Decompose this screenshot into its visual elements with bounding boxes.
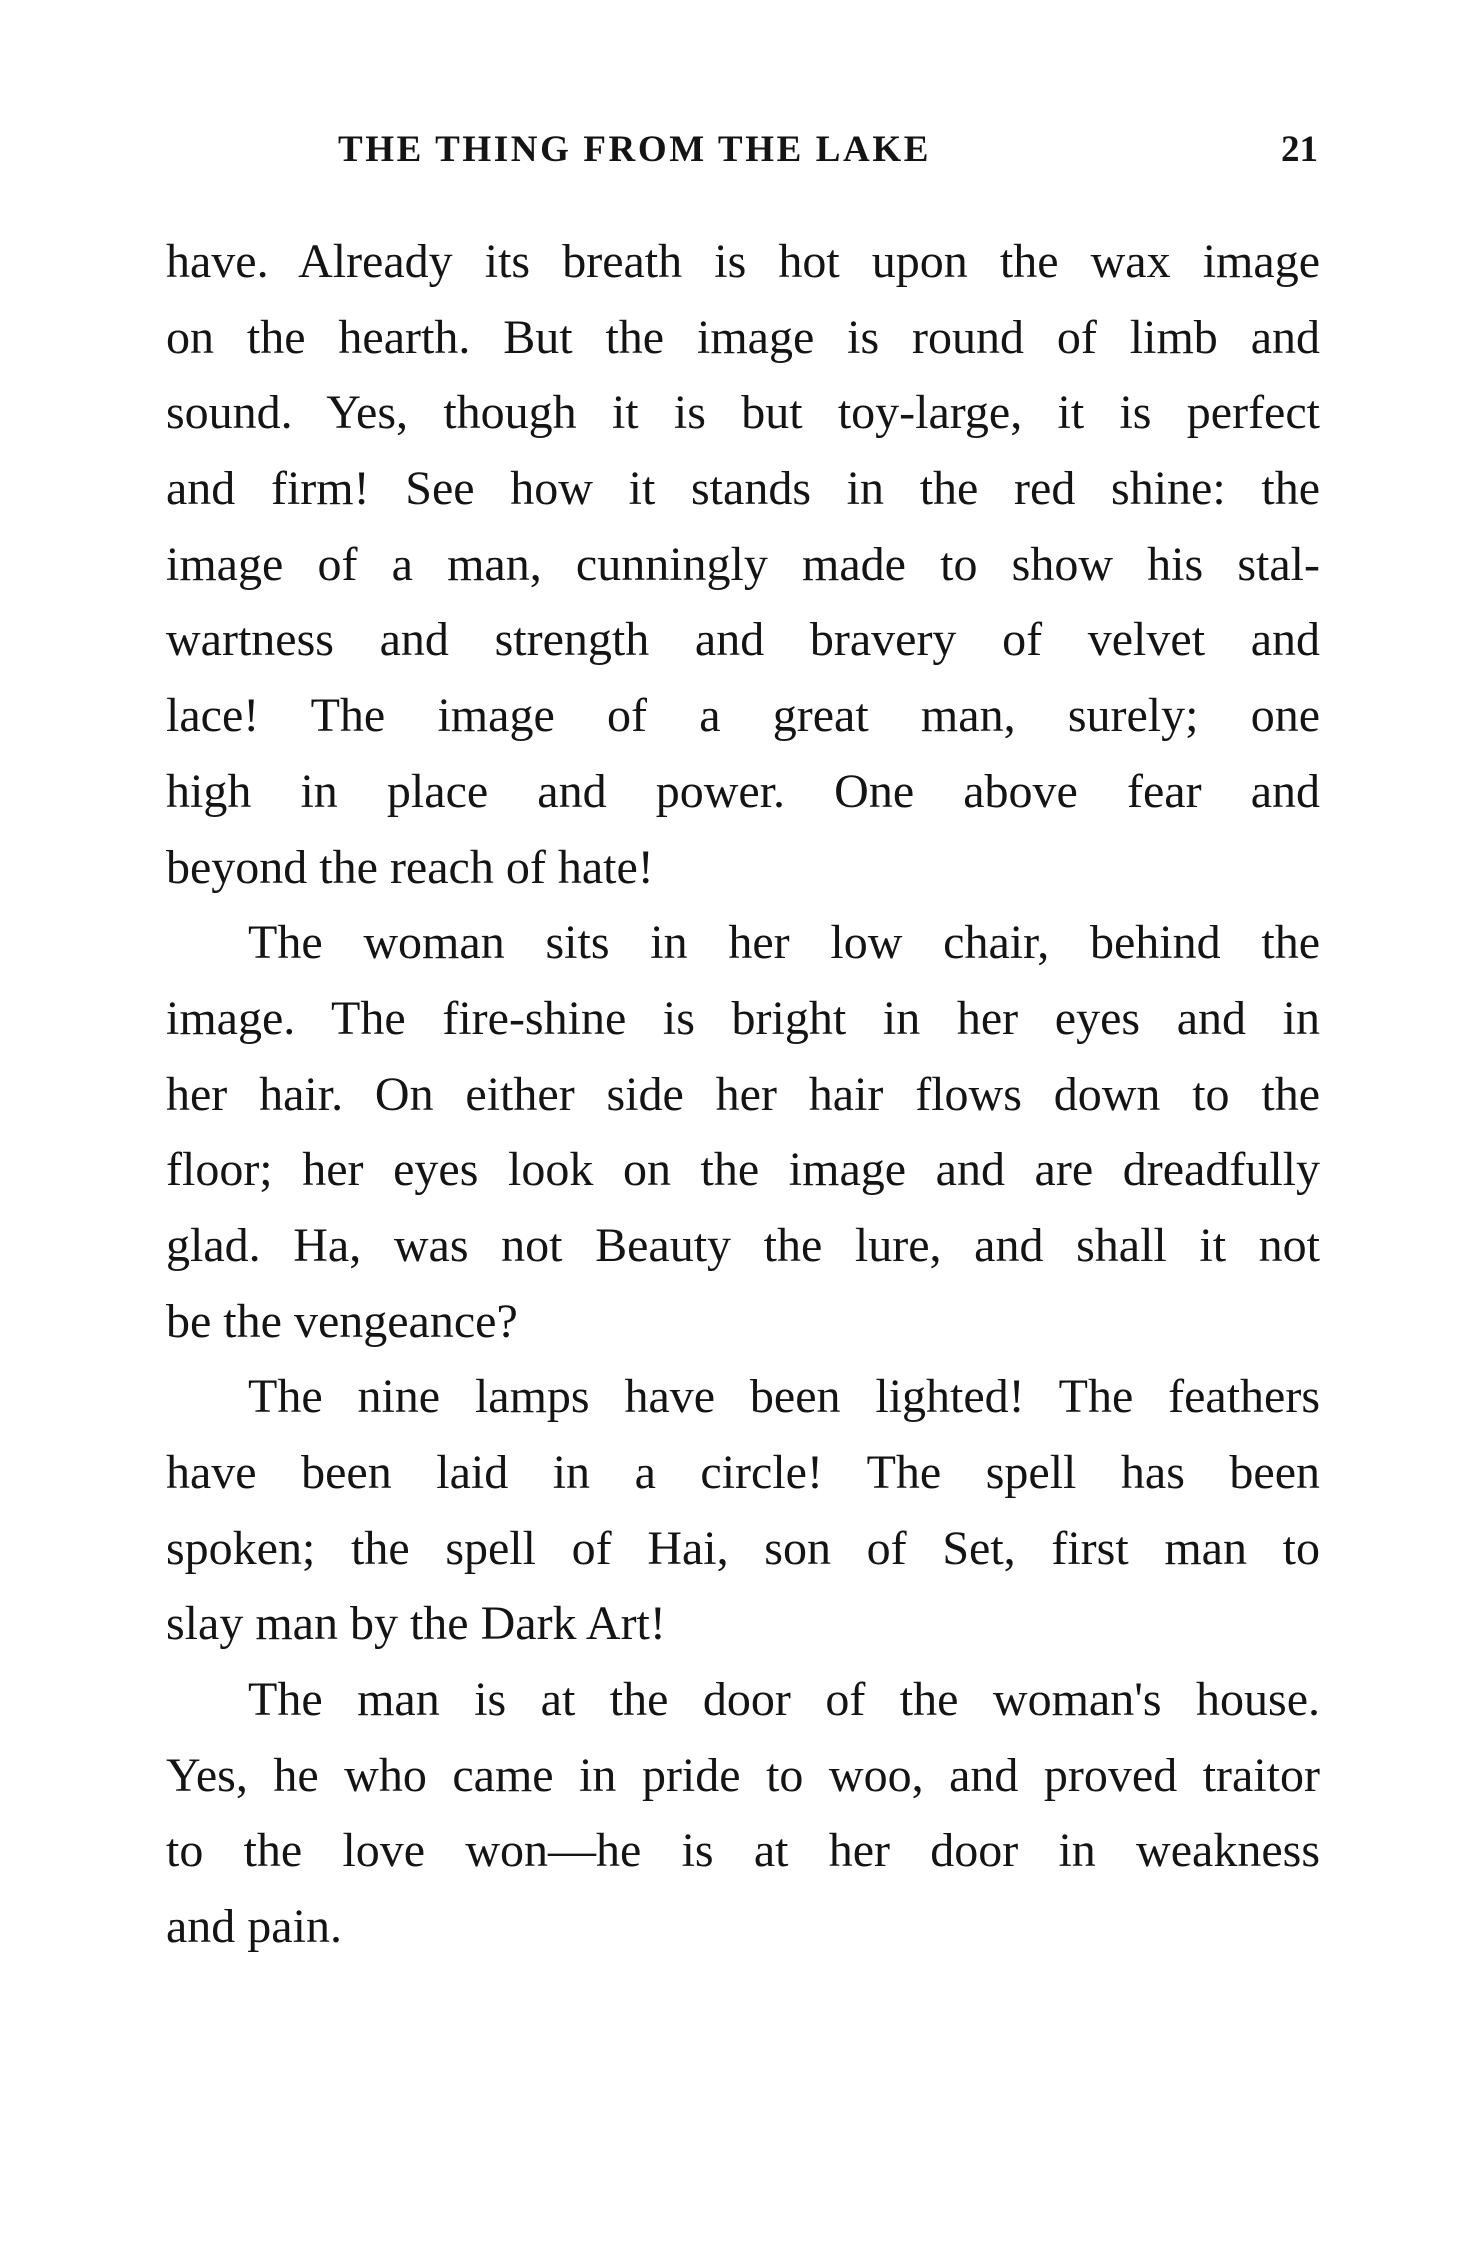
text-line: slay man by the Dark Art!: [166, 1597, 666, 1651]
text-line: have. Already its breath is hot upon the wax image: [166, 235, 1320, 288]
body-text: [166, 224, 1320, 1965]
text-line: The woman sits in her low chair, behind the: [248, 916, 1320, 970]
text-line: and firm! See how it stands in the red shine: the: [166, 462, 1320, 516]
running-head: [338, 128, 1318, 188]
text-line: floor; her eyes look on the image and are dreadfully: [166, 1143, 1320, 1197]
text-line: to the love won—he is at her door in weakness: [166, 1824, 1320, 1878]
text-line: high in place and power. One above fear and: [166, 764, 1320, 818]
text-line: The man is at the door of the woman's house.: [248, 1673, 1320, 1727]
text-line: lace! The image of a great man, surely; one: [166, 689, 1320, 743]
text-line: The nine lamps have been lighted! The feathers: [248, 1370, 1320, 1424]
page-number: 21: [1281, 129, 1318, 170]
text-line: her hair. On either side her hair flows down to the: [166, 1067, 1320, 1121]
paragraph: [166, 224, 1320, 905]
text-line: spoken; the spell of Hai, son of Set, first man to: [166, 1521, 1320, 1575]
paragraph: [166, 905, 1320, 1359]
text-line: Yes, he who came in pride to woo, and proved traitor: [166, 1748, 1320, 1802]
text-line: glad. Ha, was not Beauty the lure, and shall it not: [166, 1218, 1320, 1272]
text-line: and pain.: [166, 1900, 342, 1954]
text-line: be the vengeance?: [166, 1294, 518, 1348]
running-title: THE THING FROM THE LAKE: [338, 129, 931, 170]
text-line: have been laid in a circle! The spell has been: [166, 1446, 1320, 1499]
text-line: beyond the reach of hate!: [166, 840, 654, 894]
text-line: image. The fire-shine is bright in her eyes and in: [166, 991, 1320, 1045]
paragraph: [166, 1662, 1320, 1965]
text-line: wartness and strength and bravery of velvet and: [166, 613, 1320, 667]
text-line: on the hearth. But the image is round of limb and: [166, 310, 1320, 364]
text-line: image of a man, cunningly made to show his stal-: [166, 537, 1320, 591]
paragraph: [166, 1359, 1320, 1662]
text-line: sound. Yes, though it is but toy-large, it is perfect: [166, 386, 1320, 440]
